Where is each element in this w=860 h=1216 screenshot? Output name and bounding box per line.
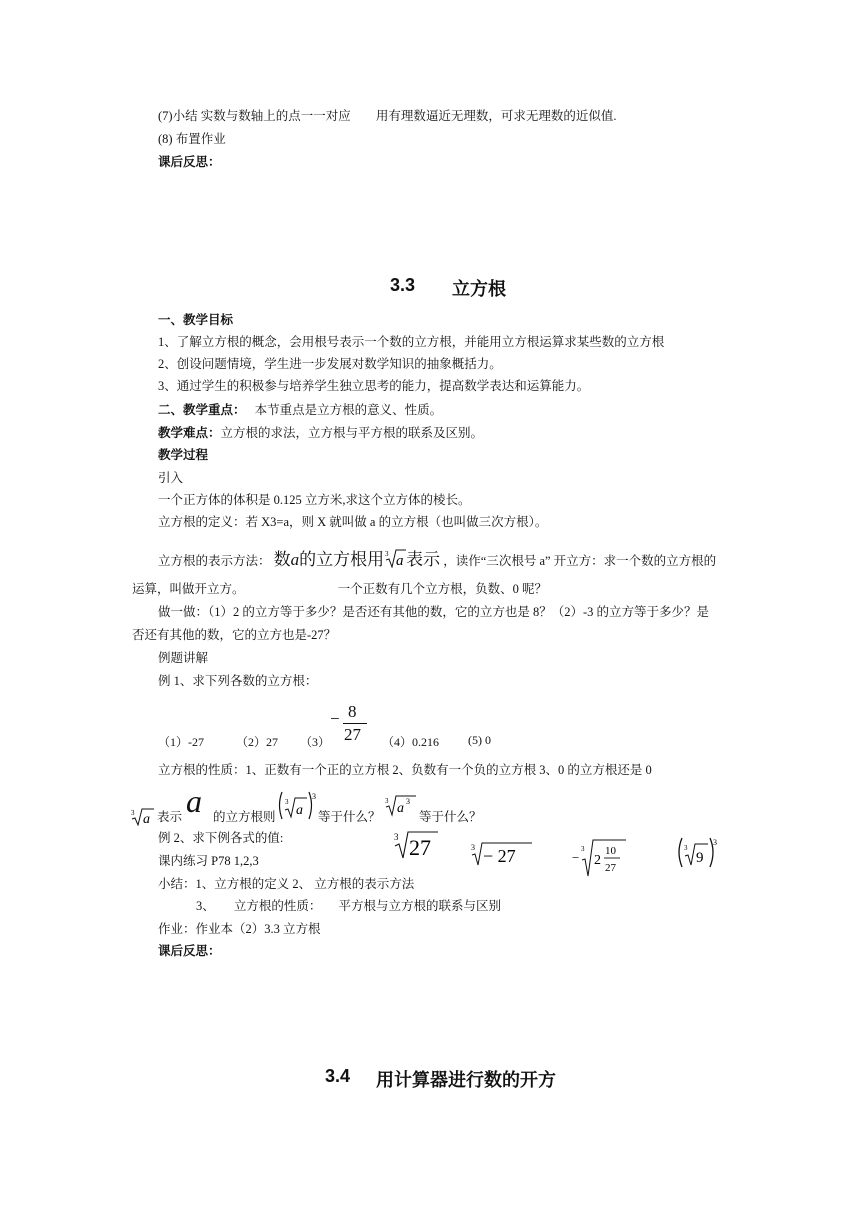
reflection-heading-2: 课后反思： <box>158 944 221 958</box>
definition-line: 立方根的定义：若 X3=a，则 X 就叫做 a 的立方根（也叫做三次方根）。 <box>158 515 548 529</box>
svg-text:3: 3 <box>684 844 688 852</box>
goal-2: 2、创设问题情境，学生进一步发展对数学知识的抽象概括力。 <box>158 357 502 371</box>
key-point-line <box>158 402 442 418</box>
cube-root-27-value: 27 <box>409 835 431 860</box>
prop2-text-a: 表示 <box>157 810 183 824</box>
neg-cube-root-mixed-number <box>570 836 630 878</box>
notation-line2 <box>132 581 547 597</box>
homework-assignment: 作业：作业本（2）3.3 立方根 <box>158 922 321 936</box>
cube-root-27 <box>392 828 442 860</box>
formula-mid: 的立方根用 <box>299 550 385 569</box>
summary-line-2 <box>196 898 501 914</box>
cube-root-neg-27-value: − 27 <box>483 846 516 866</box>
process-heading: 教学过程 <box>158 448 209 462</box>
svg-text:a: a <box>296 803 303 818</box>
notation-line <box>158 548 716 571</box>
svg-text:3: 3 <box>713 838 717 847</box>
summary2-relation: 平方根与立方根的联系与区别 <box>338 899 502 913</box>
cube-root-9-value: 9 <box>696 850 704 866</box>
intro-question: 一个正方体的体积是 0.125 立方米,求这个立方体的棱长。 <box>158 493 471 507</box>
fraction-sign: − <box>330 709 340 728</box>
difficulty-text: 立方根的求法，立方根与平方根的联系及区别。 <box>220 426 484 440</box>
svg-text:3: 3 <box>406 797 410 806</box>
cube-root-neg-27 <box>470 840 534 868</box>
key-text: 本节重点是立方根的意义、性质。 <box>254 403 443 417</box>
cube-root-a-symbol <box>130 806 156 826</box>
section-number: 3.3 <box>390 275 416 295</box>
svg-text:3: 3 <box>394 832 399 842</box>
notation-line2a: 运算，叫做开立方。 <box>132 582 245 596</box>
mixed-sign: − <box>572 850 580 865</box>
notation-rest: ，读作“三次根号 a” 开立方：求一个数的立方根的 <box>443 554 717 568</box>
svg-text:3: 3 <box>471 843 475 852</box>
svg-text:3: 3 <box>581 845 585 853</box>
ex1-item-4: （4）0.216 <box>382 735 440 749</box>
svg-text:3: 3 <box>385 550 389 558</box>
mixed-whole: 2 <box>594 853 601 868</box>
key-heading: 二、教学重点： <box>158 403 246 417</box>
goal-3: 3、通过学生的积极参与培养学生独立思考的能力，提高数学表达和运算能力。 <box>158 379 590 393</box>
cube-of-cube-root-expr <box>276 790 318 822</box>
ex1-item-5: (5) 0 <box>468 733 491 747</box>
svg-text:3: 3 <box>312 792 316 801</box>
formula-var: a <box>290 550 300 569</box>
difficulty-heading: 教学难点： <box>158 426 221 440</box>
prop2-text-b: 的立方根则 <box>213 810 276 824</box>
try-line-2: 否还有其他的数，它的立方也是-27？ <box>132 628 337 642</box>
homework-line: (8) 布置作业 <box>158 132 226 146</box>
summary-text-b: 用有理数逼近无理数，可求无理数的近似值. <box>375 109 617 123</box>
practice-line: 课内练习 P78 1,2,3 <box>158 854 259 868</box>
mixed-numerator: 10 <box>605 845 616 857</box>
example-2-title: 例 2、求下例各式的值: <box>158 831 284 845</box>
summary2-index: 3、 <box>196 899 215 913</box>
mixed-denominator: 27 <box>605 862 616 874</box>
cube-of-cube-root-9 <box>676 836 720 870</box>
fraction-neg-8-27 <box>330 702 370 746</box>
reflection-heading: 课后反思： <box>158 155 221 169</box>
svg-text:3: 3 <box>131 809 135 817</box>
properties-line: 立方根的性质：1、正数有一个正的立方根 2、负数有一个负的立方根 3、0 的立方根还是 0 <box>158 763 652 777</box>
fraction-denominator: 27 <box>344 725 361 744</box>
summary-line-1: 小结：1、立方根的定义 2、 立方根的表示方法 <box>158 877 415 891</box>
goals-heading: 一、教学目标 <box>158 313 234 327</box>
summary-text-a: (7)小结 实数与数轴上的点一一对应 <box>158 109 351 123</box>
section-34-title: 用计算器进行数的开方 <box>376 1070 556 1090</box>
try-line-1: 做一做：（1）2 的立方等于多少？是否还有其他的数，它的立方也是 8？（2）-3 的立方等于多少？是 <box>158 605 710 619</box>
notation-label: 立方根的表示方法： <box>158 554 271 568</box>
ex1-item-2: （2）27 <box>236 735 279 749</box>
svg-text:a: a <box>396 553 404 568</box>
ex1-item-3: （3） <box>300 735 331 749</box>
intro-label: 引入 <box>158 471 184 485</box>
fraction-bar <box>343 723 367 724</box>
cube-root-symbol <box>384 548 406 568</box>
formula-post: 表示 <box>406 550 441 569</box>
example-1-title: 例 1、求下列各数的立方根： <box>158 674 318 688</box>
summary-line <box>158 108 616 124</box>
difficulty-line <box>158 425 483 441</box>
prop2-text-d: 等于什么？ <box>419 810 482 824</box>
svg-text:3: 3 <box>385 797 389 805</box>
svg-text:a: a <box>143 812 150 826</box>
section-34-number: 3.4 <box>325 1066 351 1086</box>
large-variable-a: a <box>186 783 202 819</box>
examples-heading: 例题讲解 <box>158 651 209 665</box>
notation-formula <box>274 550 441 569</box>
notation-line2b: 一个正数有几个立方根，负数、0 呢？ <box>337 582 548 596</box>
cube-root-a-cubed <box>384 792 418 818</box>
svg-text:a: a <box>397 801 404 816</box>
section-title: 立方根 <box>452 279 506 299</box>
summary2-properties: 立方根的性质： <box>233 899 322 913</box>
prop2-text-c: 等于什么？ <box>318 810 381 824</box>
formula-pre: 数 <box>273 550 291 569</box>
ex1-item-1: （1）-27 <box>158 735 204 749</box>
svg-text:3: 3 <box>285 798 289 806</box>
goal-1: 1、了解立方根的概念，会用根号表示一个数的立方根，并能用立方根运算求某些数的立方根 <box>158 335 665 349</box>
fraction-numerator: 8 <box>348 702 357 721</box>
